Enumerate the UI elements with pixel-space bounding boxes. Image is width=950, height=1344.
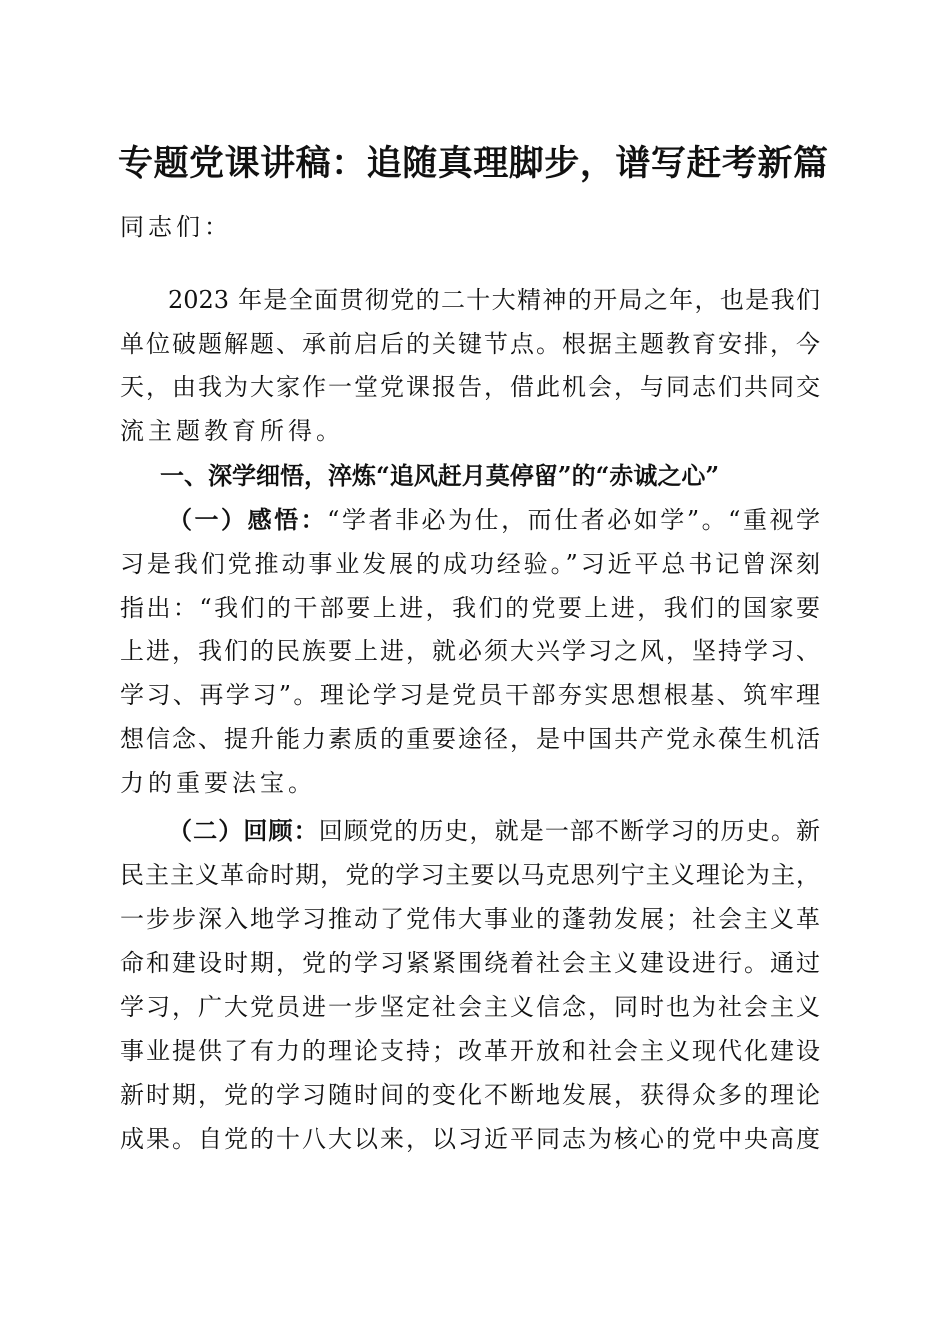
document-title: 专题党课讲稿：追随真理脚步，谱写赶考新篇 [118, 143, 828, 184]
body-line: 学习、再学习”。理论学习是党员干部夯实思想根基、筑牢理 [120, 681, 820, 709]
body-line: 学习，广大党员进一步坚定社会主义信念，同时也为社会主义 [120, 993, 820, 1021]
subsection-text: “学者非必为仕，而仕者必如学”。“重视学 [327, 506, 821, 534]
intro-line: 流主题教育所得。 [120, 417, 344, 445]
body-line: 新时期，党的学习随时间的变化不断地发展，获得众多的理论 [120, 1081, 820, 1109]
salutation: 同志们： [120, 213, 232, 241]
body-line: 力的重要法宝。 [120, 769, 316, 797]
body-line: 事业提供了有力的理论支持；改革开放和社会主义现代化建设 [120, 1037, 820, 1065]
intro-line: 单位破题解题、承前启后的关键节点。根据主题教育安排，今 [120, 330, 820, 358]
subsection-lead: （二）回顾： [168, 816, 319, 845]
intro-line: 2023 年是全面贯彻党的二十大精神的开局之年，也是我们 [168, 286, 820, 314]
subsection-text: 回顾党的历史，就是一部不断学习的历史。新 [318, 817, 821, 845]
body-line: 上进，我们的民族要上进，就必须大兴学习之风，坚持学习、 [120, 637, 820, 665]
body-line: 成果。自党的十八大以来，以习近平同志为核心的党中央高度 [120, 1125, 820, 1153]
body-line: 民主主义革命时期，党的学习主要以马克思列宁主义理论为主， [120, 861, 820, 889]
body-line: 想信念、提升能力素质的重要途径，是中国共产党永葆生机活 [120, 725, 820, 753]
body-line: 习是我们党推动事业发展的成功经验。”习近平总书记曾深刻 [120, 550, 820, 578]
subsection-lead: （一）感悟： [168, 505, 328, 534]
subsection-first-line [168, 505, 820, 535]
section-heading: 一、深学细悟，淬炼“追风赶月莫停留”的“赤诚之心” [160, 461, 720, 490]
intro-line: 天，由我为大家作一堂党课报告，借此机会，与同志们共同交 [120, 373, 820, 401]
body-line: 命和建设时期，党的学习紧紧围绕着社会主义建设进行。通过 [120, 949, 820, 977]
subsection-first-line [168, 816, 820, 846]
body-line: 一步步深入地学习推动了党伟大事业的蓬勃发展；社会主义革 [120, 905, 820, 933]
body-line: 指出：“我们的干部要上进，我们的党要上进，我们的国家要 [120, 594, 820, 622]
